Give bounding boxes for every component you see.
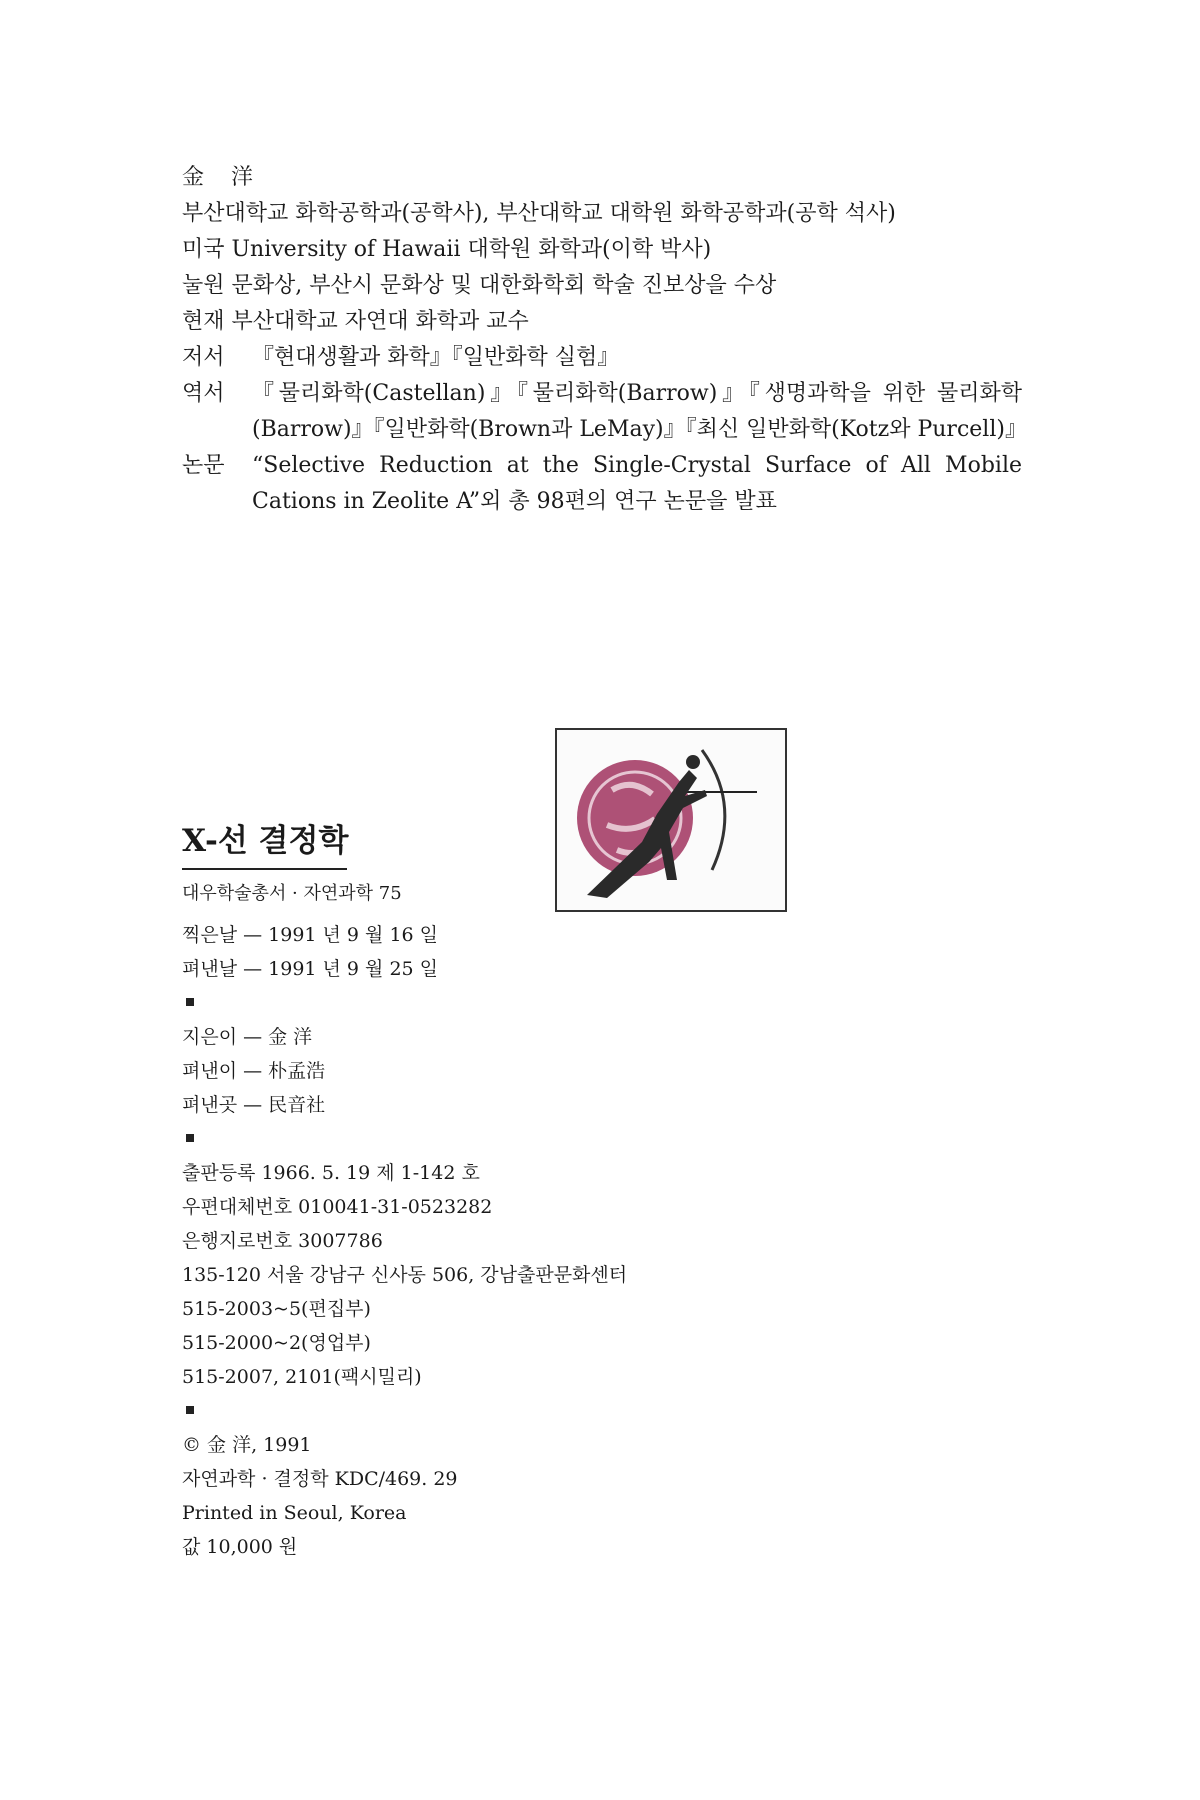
- bio-books: 『현대생활과 화학』『일반화학 실험』: [252, 345, 620, 370]
- bio-entry: [182, 376, 1027, 448]
- bio-awards: 눌원 문화상, 부산시 문화상 및 대한화학회 학술 진보상을 수상: [182, 273, 777, 298]
- separator-bullet: [186, 1406, 194, 1414]
- fax-number: 515-2007, 2101(팩시밀리): [182, 1366, 422, 1388]
- bio-label-papers: 논문: [182, 453, 225, 478]
- bio-entry: [182, 196, 1022, 232]
- registration-info: 출판등록 1966. 5. 19 제 1-142 호: [182, 1162, 480, 1184]
- bio-entry: [182, 304, 1022, 340]
- book-title: X-선 결정학: [182, 820, 347, 870]
- giro-number: 은행지로번호 3007786: [182, 1230, 383, 1252]
- phone-sales: 515-2000~2(영업부): [182, 1332, 371, 1354]
- author-name: 金 洋: [182, 165, 263, 190]
- bio-current-position: 현재 부산대학교 자연대 화학과 교수: [182, 309, 529, 334]
- bio-education: 부산대학교 화학공학과(공학사), 부산대학교 대학원 화학공학과(공학 석사): [182, 201, 896, 226]
- author-credit: 지은이 — 金 洋: [182, 1026, 313, 1048]
- bio-entry: [182, 340, 1022, 376]
- author-bio: [182, 160, 1027, 520]
- bio-entry: [182, 448, 1022, 520]
- classification-code: 자연과학 · 결정학 KDC/469. 29: [182, 1468, 458, 1490]
- publisher-address: 135-120 서울 강남구 신사동 506, 강남출판문화센터: [182, 1264, 628, 1286]
- publish-date: 펴낸날 — 1991 년 9 월 25 일: [182, 958, 439, 980]
- printed-in: Printed in Seoul, Korea: [182, 1502, 407, 1524]
- bio-papers: “Selective Reduction at the Single-Crystal Surface of All Mobile Cations in Zeolite A”외 총 98편의 연구 논문을 발표: [252, 453, 1022, 514]
- press-credit: 펴낸곳 — 民音社: [182, 1094, 326, 1116]
- copyright-line: © 金 洋, 1991: [182, 1434, 312, 1456]
- colophon: [182, 820, 742, 1564]
- bio-entry: [182, 268, 1022, 304]
- price: 값 10,000 원: [182, 1536, 298, 1558]
- bio-entry: [182, 232, 1022, 268]
- separator-bullet: [186, 1134, 194, 1142]
- author-name-line: [182, 160, 1022, 196]
- bio-label-translations: 역서: [182, 381, 225, 406]
- bio-label-books: 저서: [182, 345, 225, 370]
- separator-bullet: [186, 998, 194, 1006]
- postal-account: 우편대체번호 010041-31-0523282: [182, 1196, 493, 1218]
- publisher-credit: 펴낸이 — 朴孟浩: [182, 1060, 326, 1082]
- bio-translations: 『물리화학(Castellan)』『물리화학(Barrow)』『생명과학을 위한 물리화학(Barrow)』『일반화학(Brown과 LeMay)』『최신 일반화학(Kotz와 Purcell)』: [252, 381, 1027, 442]
- print-date: 찍은날 — 1991 년 9 월 16 일: [182, 924, 439, 946]
- series-name: 대우학술총서 · 자연과학 75: [182, 883, 402, 904]
- phone-editorial: 515-2003~5(편집부): [182, 1298, 371, 1320]
- bio-doctorate: 미국 University of Hawaii 대학원 화학과(이학 박사): [182, 237, 712, 262]
